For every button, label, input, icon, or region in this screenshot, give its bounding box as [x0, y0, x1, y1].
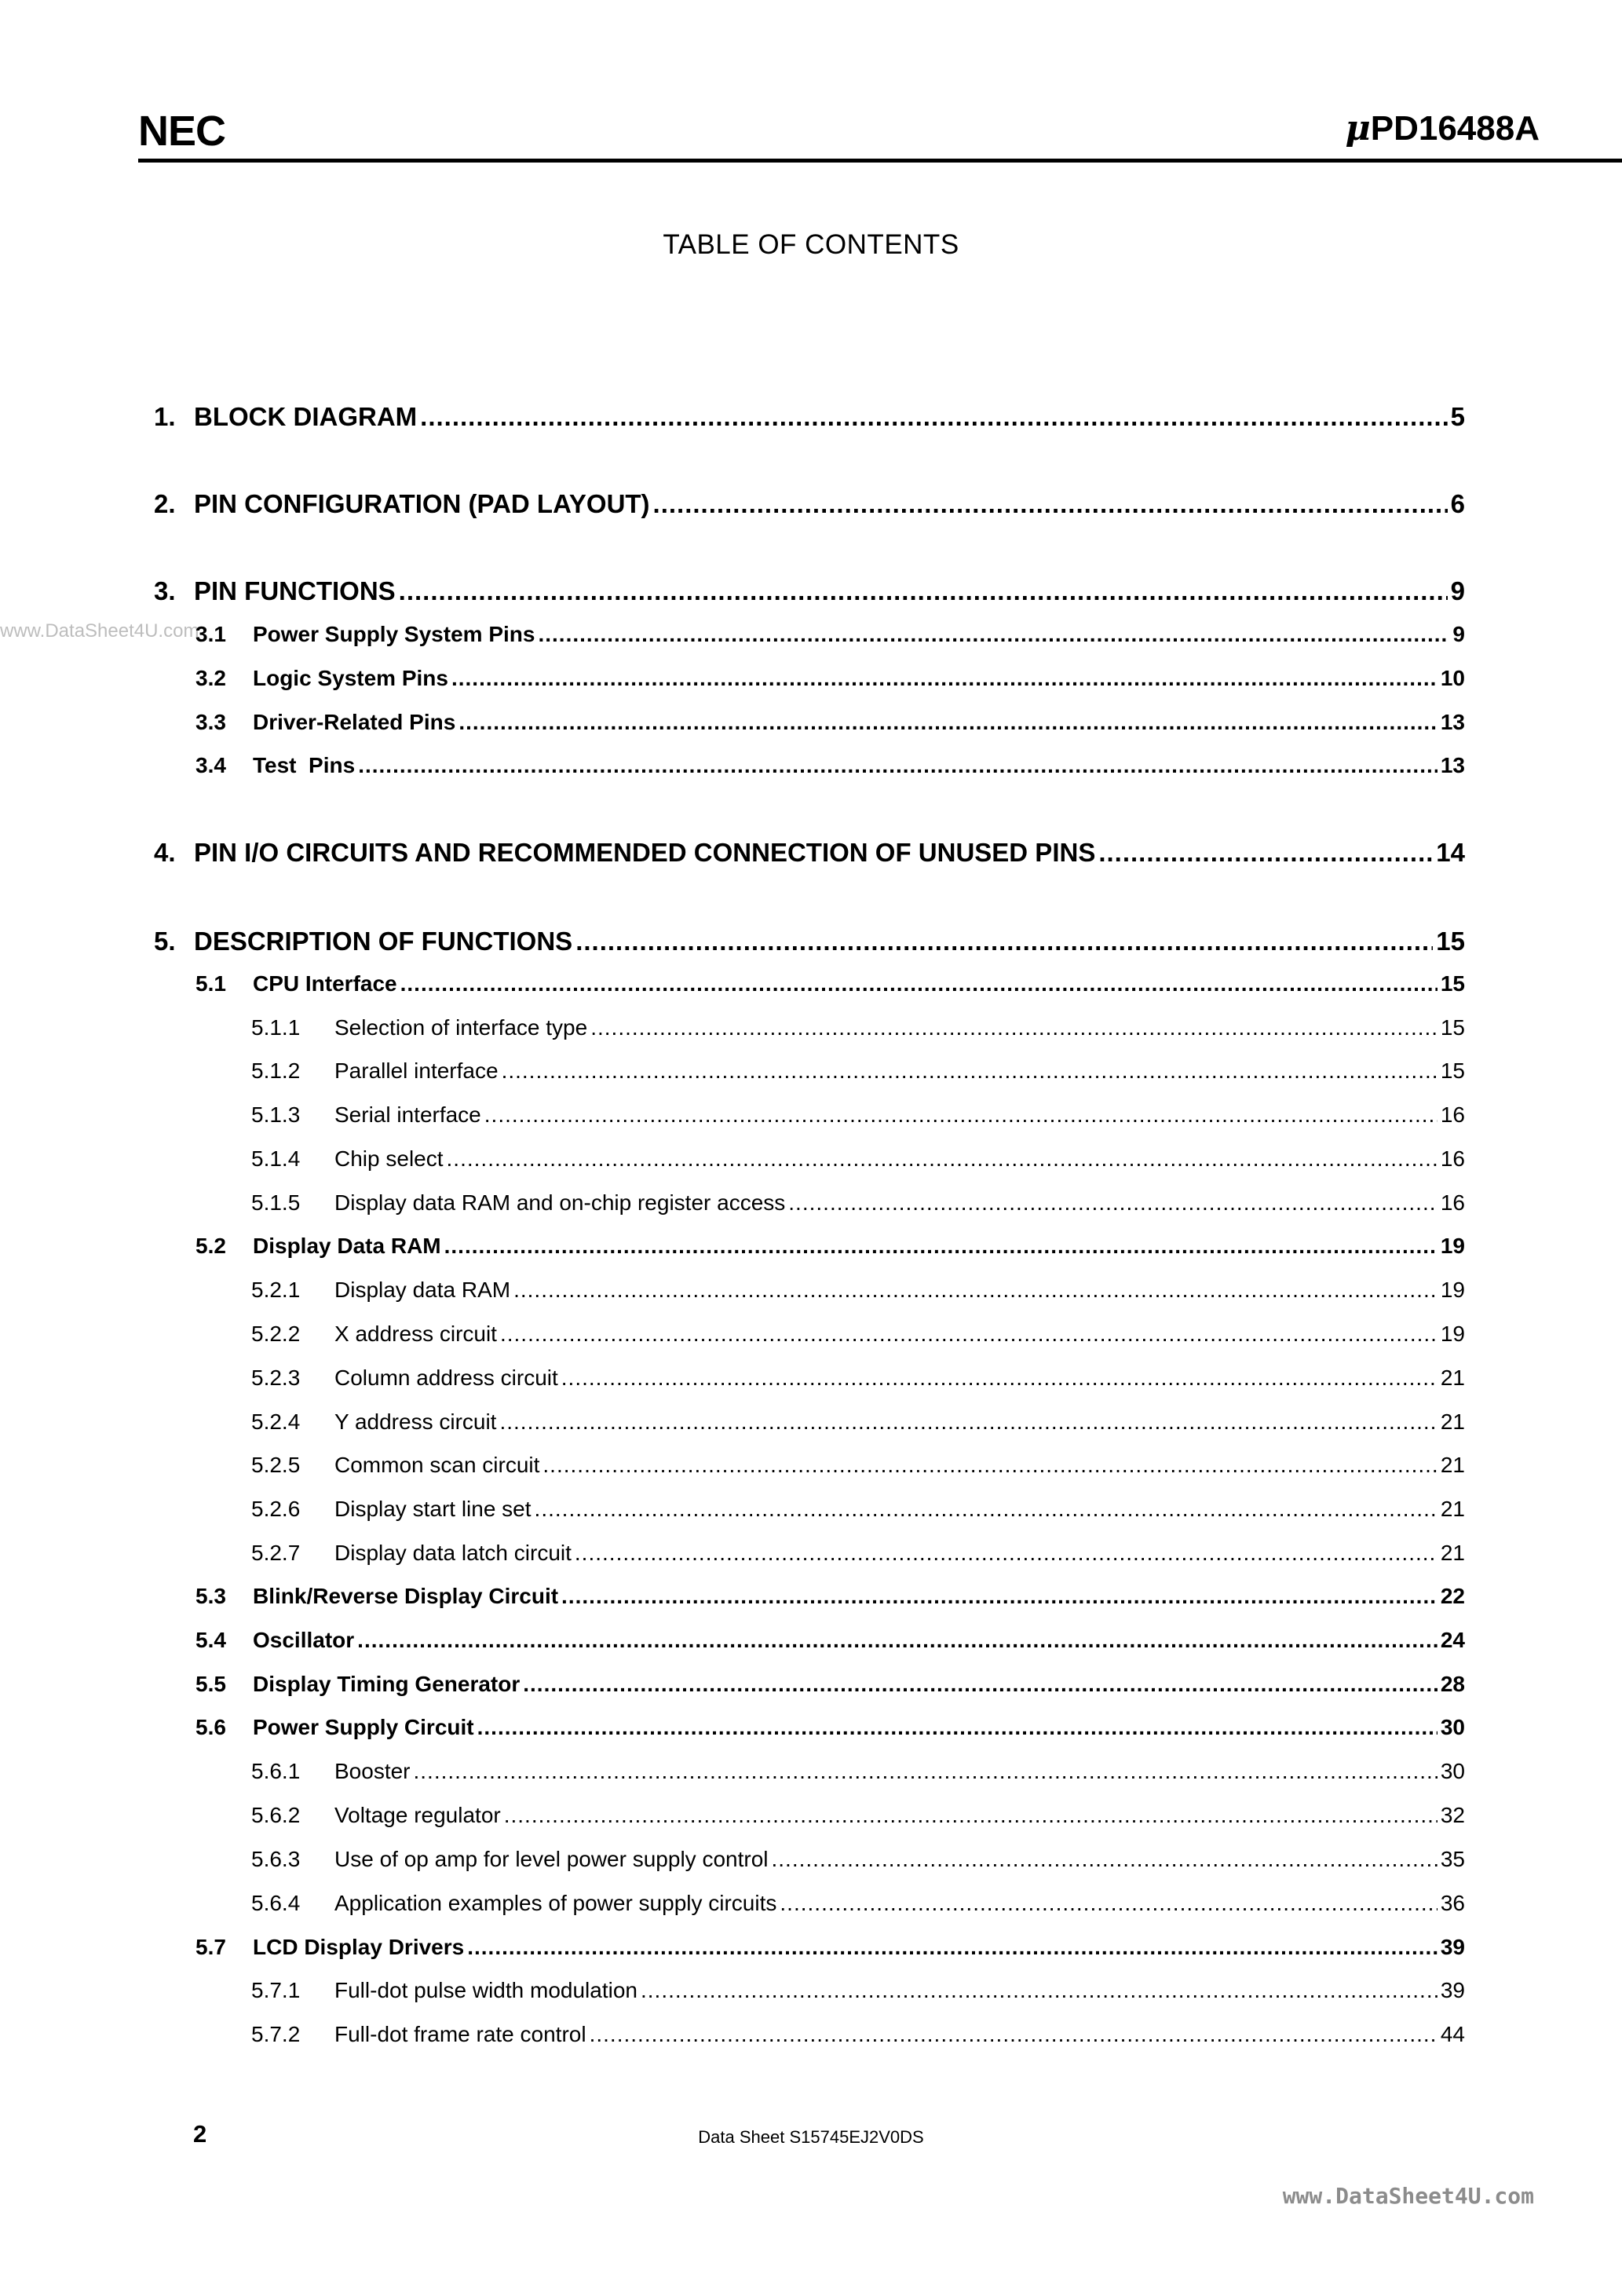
toc-entry-number: 3.4	[195, 753, 226, 777]
toc-entry-page: 19	[1440, 1278, 1465, 1302]
toc-entry-page: 15	[1440, 1015, 1465, 1040]
toc-entry-page: 21	[1440, 1453, 1465, 1477]
toc-entry-number: 5.3	[195, 1584, 226, 1608]
toc-leader-dots	[484, 1102, 1438, 1128]
toc-leader-dots	[575, 1541, 1438, 1566]
toc-leader-dots	[467, 1935, 1438, 1960]
toc-entry[interactable]	[195, 1672, 1465, 1697]
part-number-text: PD16488A	[1370, 109, 1540, 148]
toc-entry[interactable]	[251, 1453, 1465, 1478]
nec-logo: NEC	[138, 108, 226, 155]
toc-entry-page: 39	[1440, 1935, 1465, 1959]
toc-entry[interactable]	[251, 1015, 1465, 1040]
toc-entry-page: 16	[1440, 1190, 1465, 1215]
toc-entry-number: 3.1	[195, 622, 226, 646]
toc-entry-number: 5.	[154, 927, 176, 956]
toc-entry-number: 3.3	[195, 710, 226, 734]
toc-entry[interactable]	[154, 838, 1465, 868]
toc-entry-number: 5.1.3	[251, 1102, 301, 1127]
toc-entry-number: 2.	[154, 489, 176, 518]
toc-entry-label: LCD Display Drivers	[253, 1935, 465, 1959]
toc-entry[interactable]	[154, 576, 1465, 606]
toc-entry[interactable]	[154, 927, 1465, 956]
toc-entry-label: Y address circuit	[334, 1409, 497, 1434]
toc-leader-dots	[499, 1409, 1437, 1435]
toc-entry-number: 5.6.3	[251, 1847, 301, 1871]
toc-entry-number: 5.2	[195, 1234, 226, 1258]
toc-entry-page: 32	[1440, 1803, 1465, 1827]
toc-entry-label: Chip select	[334, 1146, 444, 1171]
site-url: www.DataSheet4U.com	[1282, 2183, 1534, 2209]
toc-entry[interactable]	[251, 1759, 1465, 1784]
toc-entry-page: 30	[1440, 1715, 1465, 1739]
toc-entry-number: 5.7	[195, 1935, 226, 1959]
toc-entry-label: Blink/Reverse Display Circuit	[253, 1584, 559, 1608]
toc-entry-page: 19	[1440, 1234, 1465, 1258]
toc-entry-page: 36	[1440, 1891, 1465, 1915]
toc-leader-dots	[358, 753, 1438, 778]
toc-entry[interactable]	[251, 1978, 1465, 2003]
toc-entry-page: 15	[1436, 927, 1465, 956]
toc-entry-label: Application examples of power supply circuits	[334, 1891, 777, 1915]
toc-entry-number: 5.1.5	[251, 1190, 301, 1215]
toc-entry-label: Selection of interface type	[334, 1015, 588, 1040]
toc-entry-label: DESCRIPTION OF FUNCTIONS	[194, 927, 573, 956]
toc-entry[interactable]	[251, 1409, 1465, 1435]
toc-entry[interactable]	[195, 1584, 1465, 1609]
toc-entry-page: 24	[1440, 1628, 1465, 1652]
toc-leader-dots	[444, 1234, 1438, 1259]
toc-entry[interactable]	[154, 402, 1465, 432]
toc-leader-dots	[575, 927, 1433, 956]
toc-entry-page: 16	[1440, 1102, 1465, 1127]
toc-entry-label: Power Supply System Pins	[253, 622, 535, 646]
toc-entry-label: CPU Interface	[253, 971, 397, 996]
toc-entry-label: Use of op amp for level power supply control	[334, 1847, 769, 1871]
toc-entry-page: 16	[1440, 1146, 1465, 1171]
toc-entry-label: PIN CONFIGURATION (PAD LAYOUT)	[194, 489, 650, 518]
toc-entry[interactable]	[251, 1190, 1465, 1216]
toc-leader-dots	[500, 1322, 1438, 1347]
toc-entry-number: 5.2.6	[251, 1497, 301, 1521]
part-number	[1345, 108, 1540, 148]
toc-leader-dots	[504, 1803, 1438, 1828]
toc-entry-number: 5.7.1	[251, 1978, 301, 2002]
page-title: TABLE OF CONTENTS	[663, 229, 959, 260]
toc-entry[interactable]	[251, 1497, 1465, 1522]
toc-entry[interactable]	[251, 1803, 1465, 1828]
toc-leader-dots	[400, 971, 1438, 996]
toc-entry-number: 4.	[154, 838, 176, 867]
toc-entry-number: 3.	[154, 576, 176, 605]
toc-entry-label: Oscillator	[253, 1628, 355, 1652]
toc-entry-label: BLOCK DIAGRAM	[194, 402, 418, 431]
toc-entry-label: Full-dot frame rate control	[334, 2022, 586, 2046]
toc-entry-number: 5.2.5	[251, 1453, 301, 1477]
toc-entry[interactable]	[251, 1366, 1465, 1391]
toc-leader-dots	[542, 1453, 1437, 1478]
toc-entry[interactable]	[195, 1715, 1465, 1740]
toc-leader-dots	[561, 1584, 1438, 1609]
toc-leader-dots	[477, 1715, 1438, 1740]
toc-entry-label: Common scan circuit	[334, 1453, 540, 1477]
toc-entry-label: Parallel interface	[334, 1058, 499, 1083]
toc-entry-page: 21	[1440, 1409, 1465, 1434]
toc-entry[interactable]	[154, 489, 1465, 519]
toc-entry-number: 5.6.2	[251, 1803, 301, 1827]
toc-entry-page: 5	[1450, 402, 1465, 431]
toc-entry-page: 22	[1440, 1584, 1465, 1608]
toc-entry-page: 39	[1440, 1978, 1465, 2002]
toc-entry-number: 5.2.3	[251, 1366, 301, 1390]
toc-entry-number: 5.2.7	[251, 1541, 301, 1565]
toc-entry-label: Logic System Pins	[253, 666, 448, 690]
toc-entry[interactable]	[195, 971, 1465, 996]
watermark: www.DataSheet4U.com	[0, 620, 199, 642]
toc-entry-page: 21	[1440, 1366, 1465, 1390]
toc-entry-page: 21	[1440, 1497, 1465, 1521]
toc-entry-label: Test Pins	[253, 753, 356, 777]
toc-entry-number: 1.	[154, 402, 176, 431]
header-rule	[138, 159, 1622, 163]
toc-entry-page: 19	[1440, 1322, 1465, 1346]
toc-entry[interactable]	[195, 622, 1465, 647]
toc-leader-dots	[538, 622, 1449, 647]
toc-entry-label: Voltage regulator	[334, 1803, 501, 1827]
toc-leader-dots	[447, 1146, 1438, 1172]
toc-leader-dots	[641, 1978, 1438, 2003]
mu-symbol: μ	[1345, 108, 1371, 148]
toc-entry-page: 9	[1452, 622, 1465, 646]
toc-entry-page: 21	[1440, 1541, 1465, 1565]
toc-entry[interactable]	[251, 1541, 1465, 1566]
toc-entry-page: 9	[1450, 576, 1465, 605]
toc-leader-dots	[451, 666, 1438, 691]
toc-entry-number: 5.7.2	[251, 2022, 301, 2046]
toc-entry-label: Column address circuit	[334, 1366, 558, 1390]
page-number: 2	[193, 2120, 207, 2148]
toc-entry[interactable]	[251, 1891, 1465, 1916]
toc-leader-dots	[590, 2022, 1438, 2047]
toc-entry[interactable]	[195, 1935, 1465, 1960]
toc-entry-number: 5.2.1	[251, 1278, 301, 1302]
toc-leader-dots	[357, 1628, 1438, 1653]
toc-entry-label: PIN FUNCTIONS	[194, 576, 396, 605]
toc-leader-dots	[1098, 838, 1433, 868]
toc-entry-number: 5.6.4	[251, 1891, 301, 1915]
toc-leader-dots	[653, 489, 1448, 519]
toc-leader-dots	[561, 1366, 1438, 1391]
toc-entry[interactable]	[251, 2022, 1465, 2047]
toc-entry-label: Serial interface	[334, 1102, 481, 1127]
toc-entry-number: 5.1	[195, 971, 226, 996]
toc-entry[interactable]	[195, 1234, 1465, 1259]
toc-entry[interactable]	[251, 1146, 1465, 1172]
toc-entry[interactable]	[195, 666, 1465, 691]
toc-entry-label: Display data RAM and on-chip register access	[334, 1190, 786, 1215]
toc-entry-page: 28	[1440, 1672, 1465, 1696]
toc-leader-dots	[772, 1847, 1438, 1872]
toc-entry-label: Full-dot pulse width modulation	[334, 1978, 637, 2002]
toc-entry-number: 5.4	[195, 1628, 226, 1652]
toc-entry-page: 30	[1440, 1759, 1465, 1783]
document-id: Data Sheet S15745EJ2V0DS	[698, 2127, 924, 2147]
toc-entry-label: Display Data RAM	[253, 1234, 441, 1258]
toc-entry[interactable]	[251, 1102, 1465, 1128]
toc-entry-page: 6	[1450, 489, 1465, 518]
toc-entry-label: Driver-Related Pins	[253, 710, 456, 734]
toc-entry[interactable]	[251, 1847, 1465, 1872]
toc-entry-page: 13	[1440, 710, 1465, 734]
toc-entry[interactable]	[195, 710, 1465, 735]
toc-leader-dots	[513, 1278, 1438, 1303]
toc-entry-page: 15	[1440, 1058, 1465, 1083]
toc-leader-dots	[788, 1190, 1438, 1216]
toc-leader-dots	[502, 1058, 1438, 1084]
toc-entry-label: Display data RAM	[334, 1278, 511, 1302]
toc-leader-dots	[590, 1015, 1438, 1040]
toc-leader-dots	[780, 1891, 1437, 1916]
toc-entry[interactable]	[251, 1322, 1465, 1347]
toc-entry-number: 5.1.4	[251, 1146, 301, 1171]
toc-entry-page: 13	[1440, 753, 1465, 777]
toc-entry-number: 5.6	[195, 1715, 226, 1739]
toc-entry-label: X address circuit	[334, 1322, 497, 1346]
toc-entry[interactable]	[195, 753, 1465, 778]
toc-leader-dots	[458, 710, 1438, 735]
toc-entry-number: 5.2.2	[251, 1322, 301, 1346]
toc-entry-page: 44	[1440, 2022, 1465, 2046]
toc-entry-label: Booster	[334, 1759, 411, 1783]
toc-entry-number: 5.1.1	[251, 1015, 301, 1040]
toc-entry[interactable]	[195, 1628, 1465, 1653]
toc-entry-label: Display start line set	[334, 1497, 532, 1521]
toc-entry-number: 5.6.1	[251, 1759, 301, 1783]
toc-entry-page: 10	[1440, 666, 1465, 690]
toc-entry-number: 5.1.2	[251, 1058, 301, 1083]
toc-entry-label: Display Timing Generator	[253, 1672, 521, 1696]
toc-entry-number: 3.2	[195, 666, 226, 690]
toc-entry-label: Display data latch circuit	[334, 1541, 572, 1565]
toc-entry[interactable]	[251, 1278, 1465, 1303]
toc-entry-label: PIN I/O CIRCUITS AND RECOMMENDED CONNECTION OF UNUSED PINS	[194, 838, 1096, 867]
toc-leader-dots	[535, 1497, 1438, 1522]
toc-leader-dots	[399, 576, 1448, 606]
toc-entry[interactable]	[251, 1058, 1465, 1084]
toc-leader-dots	[414, 1759, 1438, 1784]
toc-entry-page: 35	[1440, 1847, 1465, 1871]
toc-entry-label: Power Supply Circuit	[253, 1715, 474, 1739]
toc-entry-page: 14	[1436, 838, 1465, 867]
toc-leader-dots	[523, 1672, 1438, 1697]
toc-entry-page: 15	[1440, 971, 1465, 996]
toc-leader-dots	[420, 402, 1447, 432]
toc-entry-number: 5.5	[195, 1672, 226, 1696]
toc-entry-number: 5.2.4	[251, 1409, 301, 1434]
